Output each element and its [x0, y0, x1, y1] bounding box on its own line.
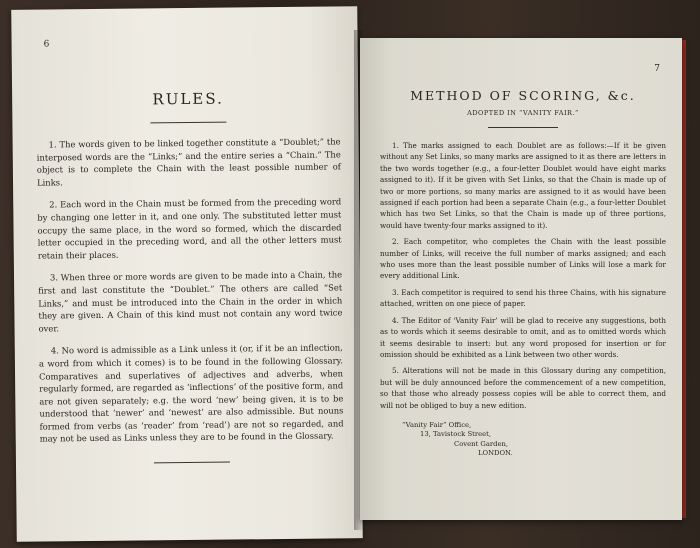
title-divider — [150, 122, 226, 124]
address-line-1: “Vanity Fair” Office, — [402, 420, 472, 429]
rules-title: RULES. — [152, 89, 224, 109]
address-line-3: Covent Garden, — [454, 439, 509, 448]
rule-paragraph-3: 3. When three or more words are given to be made into a Chain, the first and last constitute the “Doublet.” The others are called “Set Links,” and must be introduced into the Chain in the order in which they are given. A Chain of this kind must not contain any word twice over. — [38, 269, 343, 334]
right-page — [360, 38, 682, 520]
office-address — [380, 421, 666, 459]
scoring-title: METHOD OF SCORING, &c. — [410, 88, 636, 103]
rule-paragraph-4: 4. No word is admissible as a Link unless it (or, if it be an inflection, a word from which it comes) is to be found in the following Glossary. Comparatives and superlatives of adjectives and adverbs, when regularly formed, are regarded as ‘inflections’ of the positive form, and are not given separately; e.g. the word ‘new’ being given, it is to be understood that ‘newer’ and ‘newest’ are also admissible. But nouns formed from verbs (as ‘reader’ from ‘read’) are not so regarded, and may not be used as Links unless they are to be found in the Glossary. — [38, 342, 344, 445]
rule-paragraph-2: 2. Each word in the Chain must be formed from the preceding word by changing one letter in it, and one only. The substituted letter must occupy the same place, in the word so formed, which the discarded letter occupied in the preceding word, and all the other letters must retain their places. — [37, 196, 342, 261]
address-line-4: LONDON. — [478, 449, 513, 458]
address-line-2: 13, Tavistock Street, — [420, 430, 492, 439]
subtitle-divider — [488, 127, 558, 128]
scoring-paragraph-4: 4. The Editor of ‘Vanity Fair’ will be glad to receive any suggestions, both as to words which it seems desirable to omit, and as to omitted words which it seems desirable to insert: but any word proposed for insertion or for omission should be exhibited as a Link between two other words. — [380, 315, 666, 359]
left-page — [11, 6, 363, 542]
scoring-paragraph-2: 2. Each competitor, who completes the Chain with the least possible number of Links, will receive the full number of marks assigned; and each who uses more than the least possible number of Links will lose a mark for every additional Link. — [380, 237, 666, 281]
page-number-left: 6 — [43, 39, 50, 50]
scoring-subtitle: ADOPTED IN “VANITY FAIR.” — [467, 109, 579, 117]
rule-paragraph-1: 1. The words given to be linked together constitute a “Doublet;” the interposed words are the “Links;” and the entire series a “Chain.” The object is to complete the Chain with the least possible number of Links. — [36, 136, 341, 188]
scoring-paragraph-5: 5. Alterations will not be made in this Glossary during any competition, but will be duly announced before the commencement of a new competition, so that those who already possess copies will be able to correct them, and will not be obliged to buy a new edition. — [380, 366, 666, 410]
scoring-paragraph-1: 1. The marks assigned to each Doublet are as follows:—If it be given without any Set Links, so many marks are assigned to it as there are letters in the two words together (e.g., a four-letter Doublet would have eight marks assigned to it). If it be given with Set Links, so that the Chain is made up of two or more portions, so many marks are assigned to it as would have been assigned if each portion had been a separate Chain (e.g., a four-letter Doublet which has two Set Links, so that the Chain is made up of three portions, would have twenty-four marks assigned to it). — [380, 141, 667, 230]
scoring-paragraph-3: 3. Each competitor is required to send his three Chains, with his signature attached, written on one piece of paper. — [380, 287, 666, 309]
end-divider — [154, 462, 230, 464]
page-number-right: 7 — [654, 64, 660, 74]
